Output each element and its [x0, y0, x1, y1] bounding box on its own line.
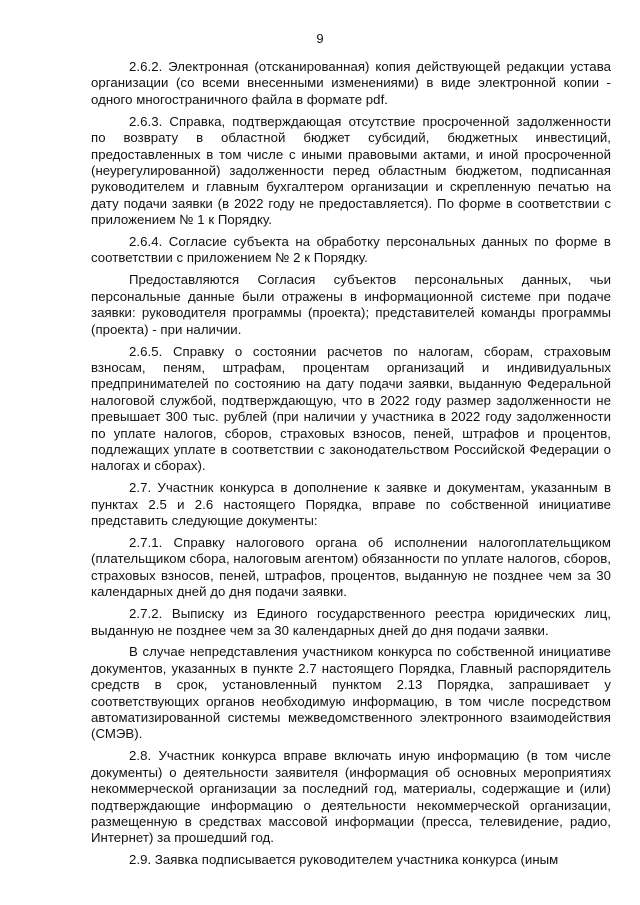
paragraph-2-6-5: 2.6.5. Справку о состоянии расчетов по налогам, сборам, страховым взносам, пеням, штрафам, процентам организаций и индивидуальных предпринимателей по состоянию на дату подачи заявки, выданную Федеральной налоговой службой, подтверждающую, что в 2022 году размер задолженности не превышает 300 тыс. рублей (при наличии у участника в 2022 году задолженности по уплате налогов, сборов, страховых взносов, пеней, штрафов и процентов, подлежащих уплате в соответствии с законодательством Российской Федерации о налогах и сборах).: [91, 343, 611, 474]
paragraph-2-6-2: 2.6.2. Электронная (отсканированная) копия действующей редакции устава организации (со всеми внесенными изменениями) в виде электронной копии - одного многостраничного файла в формате pdf.: [91, 59, 611, 107]
page-number: 9: [316, 31, 324, 46]
paragraph-2-7-2: 2.7.2. Выписку из Единого государственного реестра юридических лиц, выданную не позднее чем за 30 календарных дней до дня подачи заявки.: [91, 606, 611, 638]
document-body: [91, 59, 611, 874]
paragraph-non-submission: В случае непредставления участником конкурса по собственной инициативе документов, указанных в пункте 2.7 настоящего Порядка, Главный распорядитель средств в срок, установленный пунктом 2.13 Порядка, запрашивает у соответствующих органов необходимую информацию, в том числе посредством автоматизированной системы межведомственного электронного взаимодействия (СМЭВ).: [91, 644, 611, 742]
paragraph-consents: Предоставляются Согласия субъектов персональных данных, чьи персональные данные были отражены в информационной системе при подаче заявки: руководителя программы (проекта); представителей команды программы (проекта) - при наличии.: [91, 272, 611, 337]
paragraph-2-8: 2.8. Участник конкурса вправе включать иную информацию (в том числе документы) о деятельности заявителя (информация об основных мероприятиях некоммерческой организации за последний год, материалы, содержащие и (или) подтверждающие информацию о деятельности некоммерческой организации, размещенную в средствах массовой информации (пресса, телевидение, радио, Интернет) за прошедший год.: [91, 748, 611, 846]
paragraph-2-7: 2.7. Участник конкурса в дополнение к заявке и документам, указанным в пунктах 2.5 и 2.6 настоящего Порядка, вправе по собственной инициативе представить следующие документы:: [91, 480, 611, 529]
paragraph-2-6-4: 2.6.4. Согласие субъекта на обработку персональных данных по форме в соответствии с приложением № 2 к Порядку.: [91, 234, 611, 266]
paragraph-2-6-3: 2.6.3. Справка, подтверждающая отсутствие просроченной задолженности по возврату в областной бюджет субсидий, бюджетных инвестиций, предоставленных в том числе с иными правовыми актами, и иной просроченной (неурегулированной) задолженности перед областным бюджетом, подписанная руководителем и главным бухгалтером организации и скрепленную печатью на дату подачи заявки (в 2022 году не предоставляется). По форме в соответствии с приложением № 1 к Порядку.: [91, 113, 611, 228]
paragraph-2-7-1: 2.7.1. Справку налогового органа об исполнении налогоплательщиком (плательщиком сбора, налоговым агентом) обязанности по уплате налогов, сборов, страховых взносов, пеней, штрафов, процентов, выданную не позднее чем за 30 календарных дней до дня подачи заявки.: [91, 534, 611, 600]
paragraph-2-9: 2.9. Заявка подписывается руководителем участника конкурса (иным: [129, 852, 559, 868]
